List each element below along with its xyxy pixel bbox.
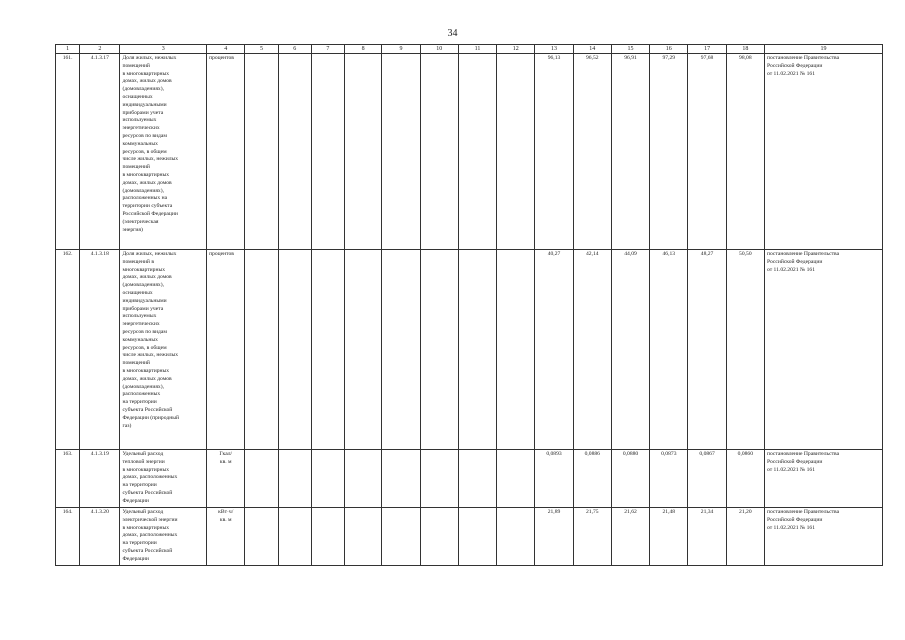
table-row <box>56 508 883 566</box>
column-header: 18 <box>726 45 764 54</box>
empty-cell <box>458 54 496 250</box>
row-number: 163. <box>56 450 80 508</box>
row-number: 162. <box>56 250 80 450</box>
indicator-code: 4.1.3.20 <box>80 508 120 566</box>
unit: Гкал/ кв. м <box>207 450 245 508</box>
empty-cell <box>245 450 278 508</box>
empty-cell <box>497 250 535 450</box>
value-cell: 21,75 <box>573 508 611 566</box>
empty-cell <box>278 450 311 508</box>
empty-cell <box>420 450 458 508</box>
table-row <box>56 54 883 250</box>
page-number: 34 <box>447 28 458 39</box>
value-cell: 96,91 <box>611 54 649 250</box>
empty-cell <box>345 250 382 450</box>
value-cell: 0,0867 <box>688 450 726 508</box>
column-header: 1 <box>56 45 80 54</box>
empty-cell <box>420 54 458 250</box>
unit: процентов <box>207 250 245 450</box>
column-header: 5 <box>245 45 278 54</box>
empty-cell <box>278 54 311 250</box>
empty-cell <box>382 450 420 508</box>
empty-cell <box>345 450 382 508</box>
column-header: 16 <box>650 45 688 54</box>
empty-cell <box>458 250 496 450</box>
value-cell: 96,13 <box>535 54 573 250</box>
column-header: 19 <box>764 45 882 54</box>
empty-cell <box>245 54 278 250</box>
empty-cell <box>345 508 382 566</box>
indicator-name: Доля жилых, нежилых помещений в многоквартирных домах, жилых домов (домовладениях), оснащенных индивидуальными приборами учета используемых энергетических ресурсов по видам коммунальных ресурсов, в общем числе жилых, нежилых помещений в многоквартирных домах, жилых домов (домовладениях), расположенных на территории субъекта Российской Федерации (природный газ) <box>120 250 207 450</box>
empty-cell <box>382 508 420 566</box>
empty-cell <box>311 250 344 450</box>
value-cell: 0,0893 <box>535 450 573 508</box>
empty-cell <box>311 508 344 566</box>
value-cell: 50,50 <box>726 250 764 450</box>
value-cell: 21,34 <box>688 508 726 566</box>
value-cell: 21,89 <box>535 508 573 566</box>
indicator-code: 4.1.3.18 <box>80 250 120 450</box>
empty-cell <box>497 54 535 250</box>
table-row <box>56 250 883 450</box>
empty-cell <box>245 250 278 450</box>
column-header: 2 <box>80 45 120 54</box>
value-cell: 21,62 <box>611 508 649 566</box>
empty-cell <box>458 450 496 508</box>
column-header: 11 <box>458 45 496 54</box>
empty-cell <box>382 250 420 450</box>
column-header: 9 <box>382 45 420 54</box>
empty-cell <box>245 508 278 566</box>
empty-cell <box>345 54 382 250</box>
indicator-code: 4.1.3.19 <box>80 450 120 508</box>
value-cell: 21,48 <box>650 508 688 566</box>
empty-cell <box>278 508 311 566</box>
indicator-name: Удельный расход электрической энергии в многоквартирных домах, расположенных на территории субъекта Российской Федерации <box>120 508 207 566</box>
column-header: 10 <box>420 45 458 54</box>
empty-cell <box>497 508 535 566</box>
value-cell: 48,27 <box>688 250 726 450</box>
column-header: 6 <box>278 45 311 54</box>
unit: кВт·ч/ кв. м <box>207 508 245 566</box>
table-row <box>56 450 883 508</box>
empty-cell <box>458 508 496 566</box>
empty-cell <box>497 450 535 508</box>
source-document: постановление Правительства Российской Федерации от 11.02.2021 № 161 <box>764 54 882 250</box>
value-cell: 0,0873 <box>650 450 688 508</box>
indicators-table <box>55 44 883 566</box>
empty-cell <box>311 54 344 250</box>
indicator-code: 4.1.3.17 <box>80 54 120 250</box>
unit: процентов <box>207 54 245 250</box>
source-document: постановление Правительства Российской Федерации от 11.02.2021 № 161 <box>764 450 882 508</box>
value-cell: 42,14 <box>573 250 611 450</box>
value-cell: 96,52 <box>573 54 611 250</box>
value-cell: 44,09 <box>611 250 649 450</box>
column-header: 4 <box>207 45 245 54</box>
column-header: 15 <box>611 45 649 54</box>
column-number-header <box>56 45 883 54</box>
column-header: 14 <box>573 45 611 54</box>
column-header: 17 <box>688 45 726 54</box>
column-header: 13 <box>535 45 573 54</box>
value-cell: 97,68 <box>688 54 726 250</box>
indicator-name: Доля жилых, нежилых помещений в многоквартирных домах, жилых домов (домовладениях), оснащенных индивидуальными приборами учета используемых энергетических ресурсов по видам коммунальных ресурсов, в общем числе жилых, нежилых помещений в многоквартирных домах, жилых домов (домовладениях), расположенных на территории субъекта Российской Федерации (электрическая энергия) <box>120 54 207 250</box>
row-number: 164. <box>56 508 80 566</box>
empty-cell <box>278 250 311 450</box>
value-cell: 0,0880 <box>611 450 649 508</box>
column-header: 8 <box>345 45 382 54</box>
indicator-name: Удельный расход тепловой энергии в многоквартирных домах, расположенных на территории субъекта Российской Федерации <box>120 450 207 508</box>
value-cell: 97,29 <box>650 54 688 250</box>
empty-cell <box>420 508 458 566</box>
value-cell: 40,27 <box>535 250 573 450</box>
column-header: 7 <box>311 45 344 54</box>
row-number: 161. <box>56 54 80 250</box>
empty-cell <box>311 450 344 508</box>
empty-cell <box>420 250 458 450</box>
column-header: 3 <box>120 45 207 54</box>
empty-cell <box>382 54 420 250</box>
source-document: постановление Правительства Российской Федерации от 11.02.2021 № 161 <box>764 250 882 450</box>
value-cell: 0,0886 <box>573 450 611 508</box>
value-cell: 98,08 <box>726 54 764 250</box>
column-header: 12 <box>497 45 535 54</box>
value-cell: 0,0860 <box>726 450 764 508</box>
value-cell: 21,20 <box>726 508 764 566</box>
value-cell: 46,13 <box>650 250 688 450</box>
source-document: постановление Правительства Российской Федерации от 11.02.2021 № 161 <box>764 508 882 566</box>
